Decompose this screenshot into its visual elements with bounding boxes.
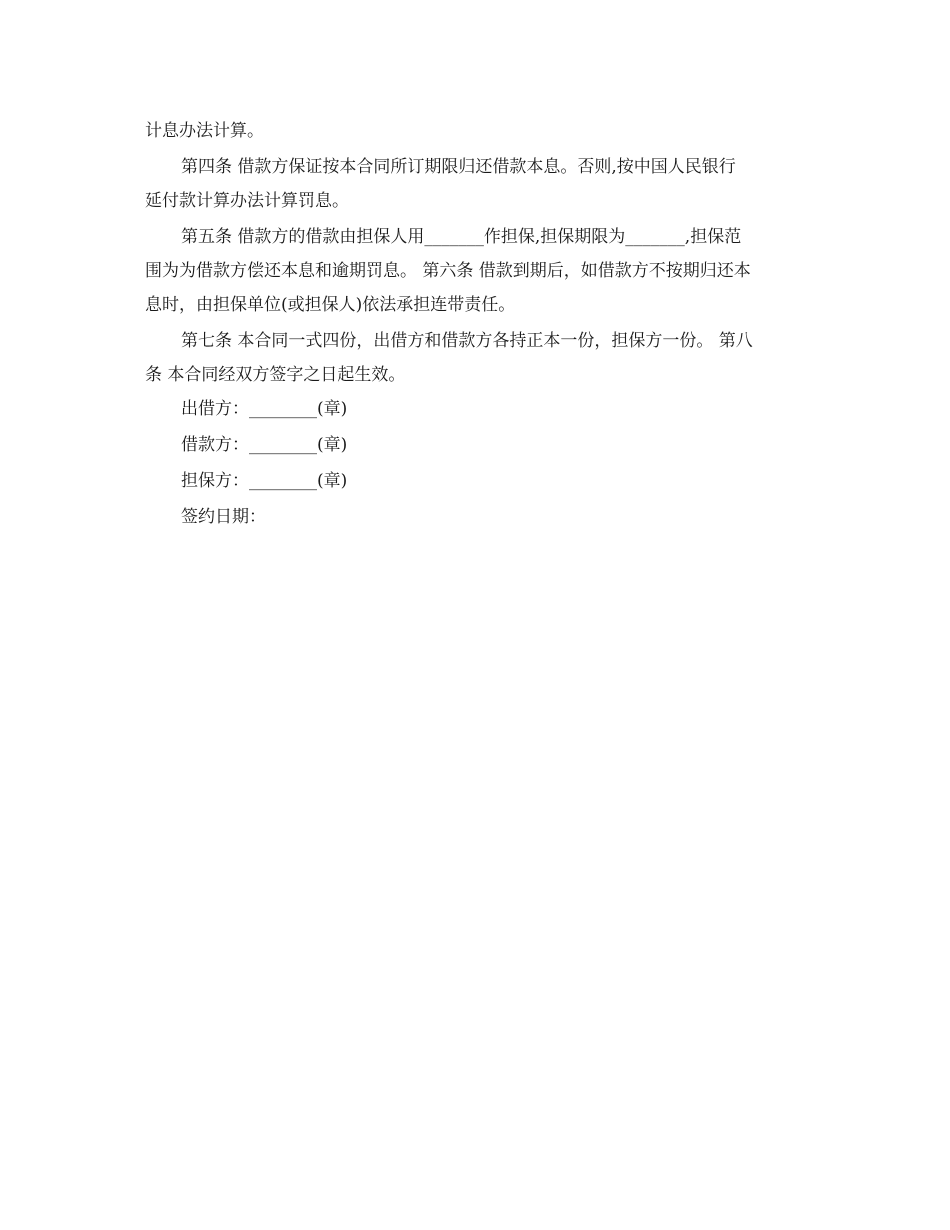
text-line: 条 本合同经双方签字之日起生效。 [145, 365, 406, 385]
guarantor-signature: 担保方：________(章) [181, 471, 348, 491]
text-line: 围为为借款方偿还本息和逾期罚息。 第六条 借款到期后，如借款方不按期归还本 [145, 261, 751, 281]
signing-date: 签约日期： [181, 507, 266, 527]
text-line: 计息办法计算。 [145, 121, 264, 141]
text-line: 延付款计算办法计算罚息。 [145, 191, 349, 211]
text-line: 息时，由担保单位(或担保人)依法承担连带责任。 [145, 295, 516, 315]
article-5-line: 第五条 借款方的借款由担保人用_______作担保,担保期限为_______,担保范 [181, 227, 742, 247]
contract-body [145, 114, 810, 536]
article-7-line: 第七条 本合同一式四份，出借方和借款方各持正本一份，担保方一份。 第八 [181, 331, 753, 351]
lender-signature: 出借方：________(章) [181, 399, 348, 419]
article-4-line: 第四条 借款方保证按本合同所订期限归还借款本息。否则,按中国人民银行 [181, 157, 736, 177]
borrower-signature: 借款方：________(章) [181, 435, 348, 455]
